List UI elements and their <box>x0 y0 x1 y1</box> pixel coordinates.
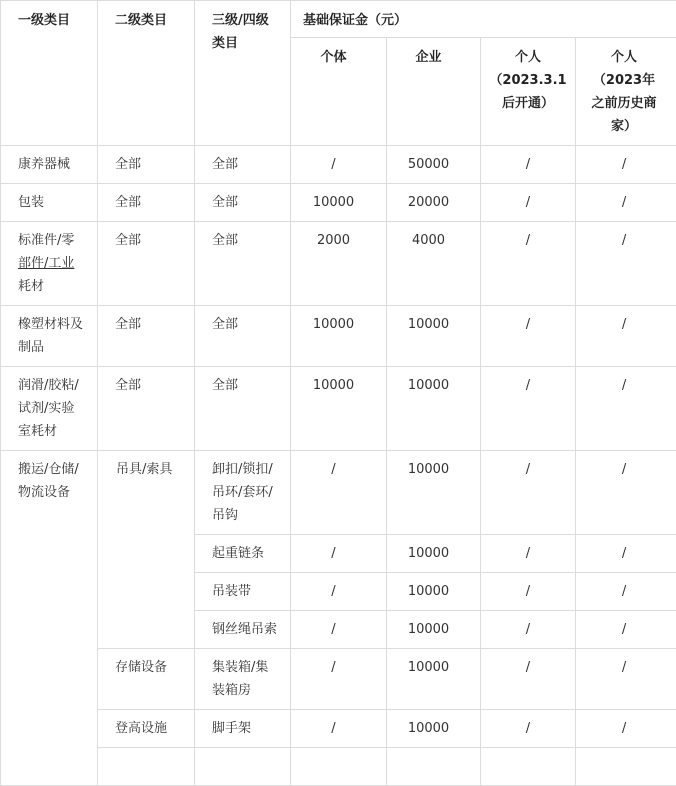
table-row <box>1 748 676 786</box>
cell-level2 <box>98 748 195 786</box>
cell-personal-old: / <box>576 222 676 306</box>
header-level2: 二级类目 <box>98 1 195 146</box>
cell-individual: 10000 <box>291 306 387 367</box>
header-personal-new: 个人 （2023.3.1 后开通） <box>481 38 576 146</box>
table-row <box>1 451 676 535</box>
cell-personal-new: / <box>481 710 576 748</box>
cell-level3: 卸扣/锁扣/ 吊环/套环/ 吊钩 <box>195 451 291 535</box>
cell-personal-new: / <box>481 222 576 306</box>
cell-level1: 康养器械 <box>1 146 98 184</box>
cell-level1: 橡塑材料及 制品 <box>1 306 98 367</box>
cell-personal-old: / <box>576 184 676 222</box>
table-row <box>1 146 676 184</box>
cell-level3: 集装箱/集 装箱房 <box>195 649 291 710</box>
cell-individual: / <box>291 451 387 535</box>
cell-personal-old: / <box>576 146 676 184</box>
cell-personal-new: / <box>481 573 576 611</box>
header-enterprise: 企业 <box>387 38 481 146</box>
cell-individual: / <box>291 611 387 649</box>
table-row <box>1 710 676 748</box>
cell-individual: / <box>291 710 387 748</box>
cell-level2: 吊具/索具 <box>98 451 195 649</box>
cell-level3: 全部 <box>195 146 291 184</box>
cell-level2: 全部 <box>98 146 195 184</box>
cell-individual: 10000 <box>291 367 387 451</box>
cell-enterprise: 10000 <box>387 367 481 451</box>
cell-enterprise: 20000 <box>387 184 481 222</box>
cell-enterprise: 10000 <box>387 573 481 611</box>
cell-level2: 存储设备 <box>98 649 195 710</box>
cell-individual: / <box>291 649 387 710</box>
cell-level3: 脚手架 <box>195 710 291 748</box>
cell-level1: 标准件/零 部件/工业 耗材 <box>1 222 98 306</box>
cell-individual: 10000 <box>291 184 387 222</box>
cell-level3: 全部 <box>195 222 291 306</box>
cell-personal-new: / <box>481 535 576 573</box>
cell-individual: / <box>291 535 387 573</box>
cell-enterprise: 50000 <box>387 146 481 184</box>
cell-personal-old: / <box>576 367 676 451</box>
header-individual: 个体 <box>291 38 387 146</box>
cell-personal-new: / <box>481 611 576 649</box>
header-level34: 三级/四级 类目 <box>195 1 291 146</box>
cell-level1: 包装 <box>1 184 98 222</box>
cell-personal-old: / <box>576 306 676 367</box>
header-level1: 一级类目 <box>1 1 98 146</box>
cell-enterprise: 10000 <box>387 535 481 573</box>
cell-enterprise: 10000 <box>387 649 481 710</box>
header-personal-old: 个人 （2023年 之前历史商 家） <box>576 38 676 146</box>
cell-personal-new: / <box>481 367 576 451</box>
cell-level3: 全部 <box>195 306 291 367</box>
cell-enterprise: 10000 <box>387 306 481 367</box>
cell-personal-old: / <box>576 710 676 748</box>
cell-enterprise: 10000 <box>387 710 481 748</box>
cell-enterprise: 10000 <box>387 611 481 649</box>
cell-level1: 搬运/仓储/ 物流设备 <box>1 451 98 786</box>
cell-personal-old: / <box>576 573 676 611</box>
cell-level2: 登高设施 <box>98 710 195 748</box>
header-row <box>1 1 676 38</box>
header-deposit: 基础保证金（元） <box>291 1 676 38</box>
cell-level2: 全部 <box>98 184 195 222</box>
cell-personal-new <box>481 748 576 786</box>
cell-level2: 全部 <box>98 367 195 451</box>
cell-level2: 全部 <box>98 222 195 306</box>
table-row <box>1 222 676 306</box>
cell-level3: 吊装带 <box>195 573 291 611</box>
table-row <box>1 306 676 367</box>
cell-personal-new: / <box>481 306 576 367</box>
cell-individual: 2000 <box>291 222 387 306</box>
cell-level3: 钢丝绳吊索 <box>195 611 291 649</box>
cell-level3 <box>195 748 291 786</box>
cell-individual: / <box>291 146 387 184</box>
cell-level3: 全部 <box>195 184 291 222</box>
cell-level1: 润滑/胶粘/ 试剂/实验 室耗材 <box>1 367 98 451</box>
cell-personal-new: / <box>481 451 576 535</box>
table-row <box>1 367 676 451</box>
cell-level3: 起重链条 <box>195 535 291 573</box>
cell-personal-old: / <box>576 535 676 573</box>
cell-personal-old: / <box>576 649 676 710</box>
cell-personal-new: / <box>481 649 576 710</box>
cell-level3: 全部 <box>195 367 291 451</box>
cell-personal-new: / <box>481 184 576 222</box>
cell-individual: / <box>291 573 387 611</box>
cell-enterprise: 4000 <box>387 222 481 306</box>
cell-individual <box>291 748 387 786</box>
cell-personal-old: / <box>576 451 676 535</box>
cell-personal-old <box>576 748 676 786</box>
cell-enterprise <box>387 748 481 786</box>
table-row <box>1 649 676 710</box>
cell-enterprise: 10000 <box>387 451 481 535</box>
cell-personal-old: / <box>576 611 676 649</box>
cell-personal-new: / <box>481 146 576 184</box>
cell-level2: 全部 <box>98 306 195 367</box>
table-row <box>1 184 676 222</box>
